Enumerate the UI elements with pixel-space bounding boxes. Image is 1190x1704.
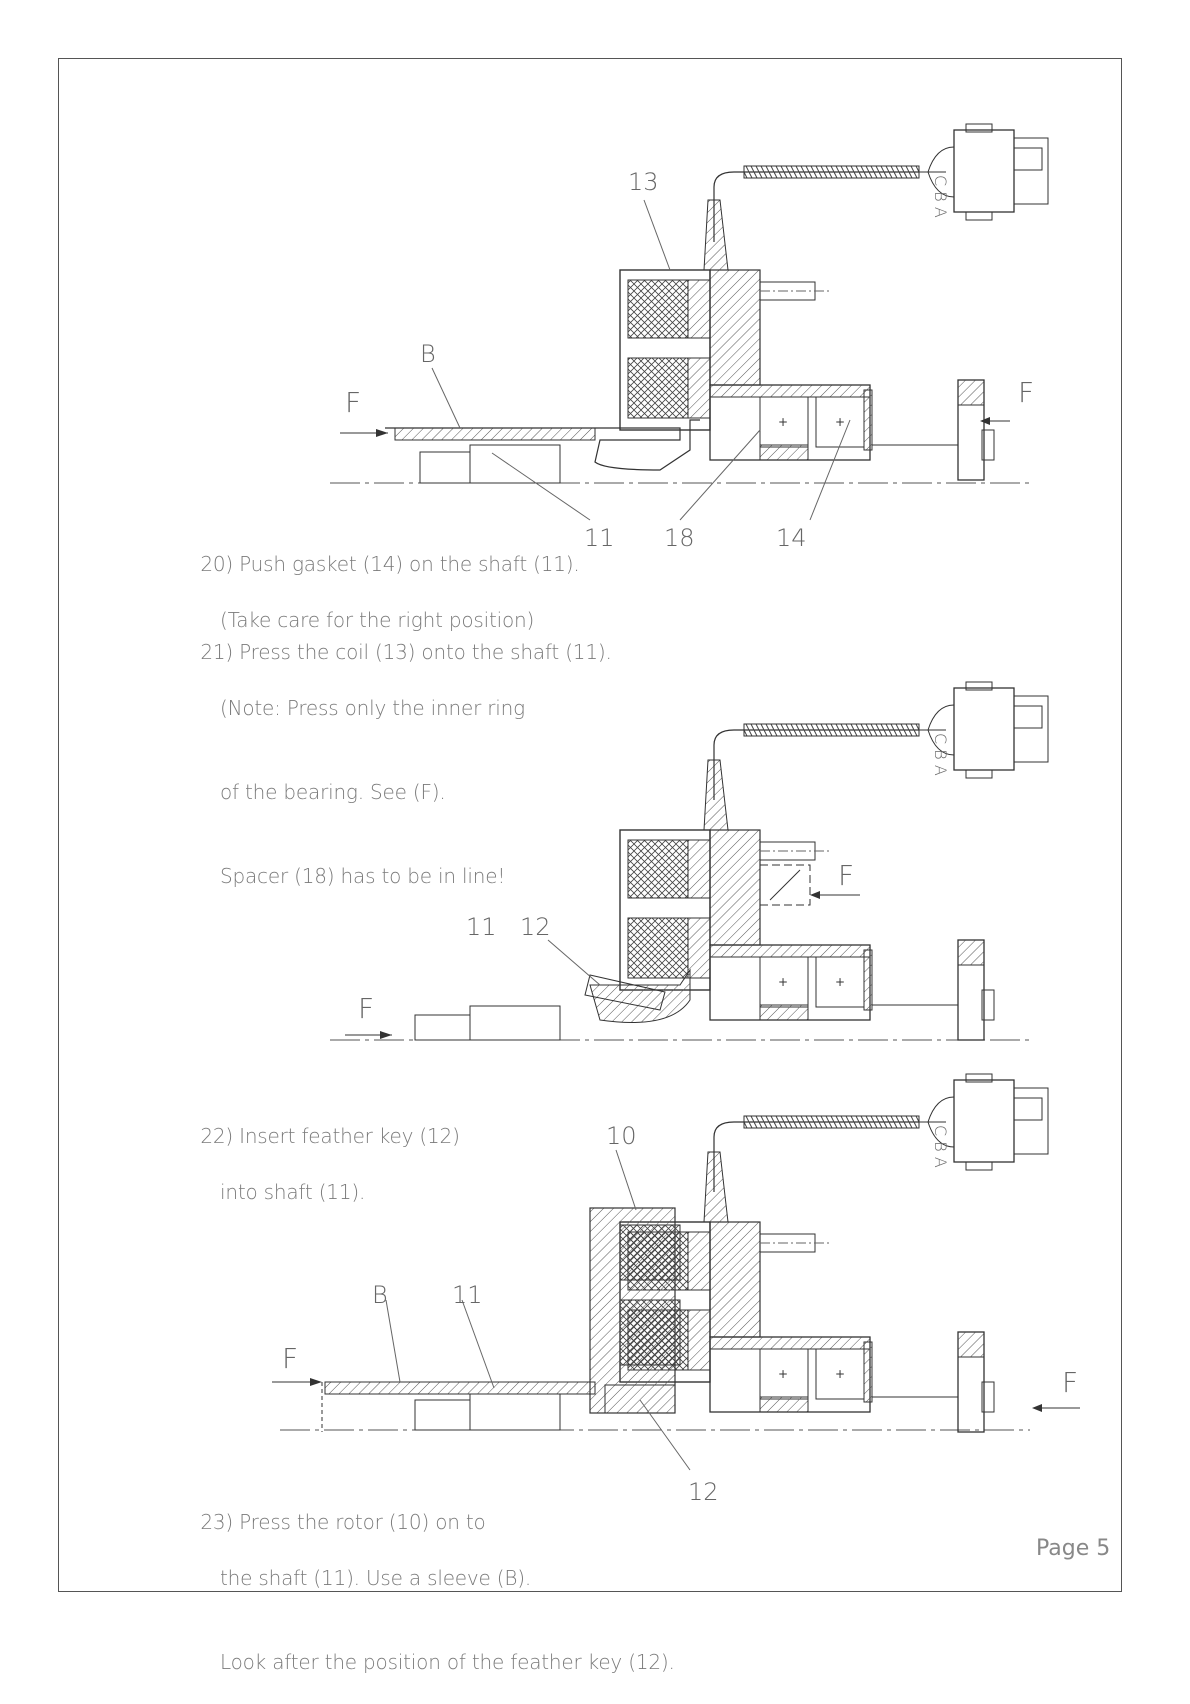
label-b: B [372, 1281, 388, 1309]
connector-label: C B A [931, 733, 950, 776]
step-22 [188, 1094, 460, 1234]
step-23 [188, 1480, 675, 1704]
step-22-line-1: into shaft (11). [220, 1180, 366, 1204]
step-20-line-1: (Take care for the right position) [220, 608, 535, 632]
connector-label: C B A [931, 1125, 950, 1168]
label-13: 13 [628, 168, 659, 196]
label-f-left: F [358, 992, 375, 1025]
step-21-head: 21) Press the coil (13) onto the shaft (11). [200, 640, 612, 664]
connector-label: C B A [931, 175, 950, 218]
step-23-line-2: Look after the position of the feather key (12). [220, 1650, 675, 1674]
label-11: 11 [452, 1281, 483, 1309]
label-11: 11 [466, 913, 497, 941]
step-23-head: 23) Press the rotor (10) on to [200, 1510, 486, 1534]
label-f-right: F [1018, 376, 1035, 409]
label-11: 11 [584, 524, 615, 552]
label-f-left: F [282, 1342, 299, 1375]
step-21-line-3: Spacer (18) has to be in line! [220, 864, 506, 888]
label-b: B [420, 340, 436, 368]
step-21-line-1: (Note: Press only the inner ring [220, 696, 525, 720]
step-21-line-2: of the bearing. See (F). [220, 780, 446, 804]
label-f-left: F [345, 386, 362, 419]
step-22-head: 22) Insert feather key (12) [200, 1124, 460, 1148]
label-14: 14 [776, 524, 807, 552]
page-number: Page 5 [1036, 1536, 1111, 1561]
label-18: 18 [664, 524, 695, 552]
label-f-upper: F [838, 859, 855, 892]
step-23-line-1: the shaft (11). Use a sleeve (B). [220, 1566, 532, 1590]
label-12: 12 [520, 913, 551, 941]
figure-step20 [330, 124, 1048, 552]
label-12: 12 [688, 1478, 719, 1506]
label-f-right: F [1062, 1366, 1079, 1399]
label-10: 10 [606, 1122, 637, 1150]
step-21 [188, 610, 612, 918]
assembly-drawings: + + 13 B F F 11 18 14 C B A F 11 12 F C B A 10 B 11 F F 12 C B A [0, 0, 1190, 1684]
step-20-head: 20) Push gasket (14) on the shaft (11). [200, 552, 580, 576]
